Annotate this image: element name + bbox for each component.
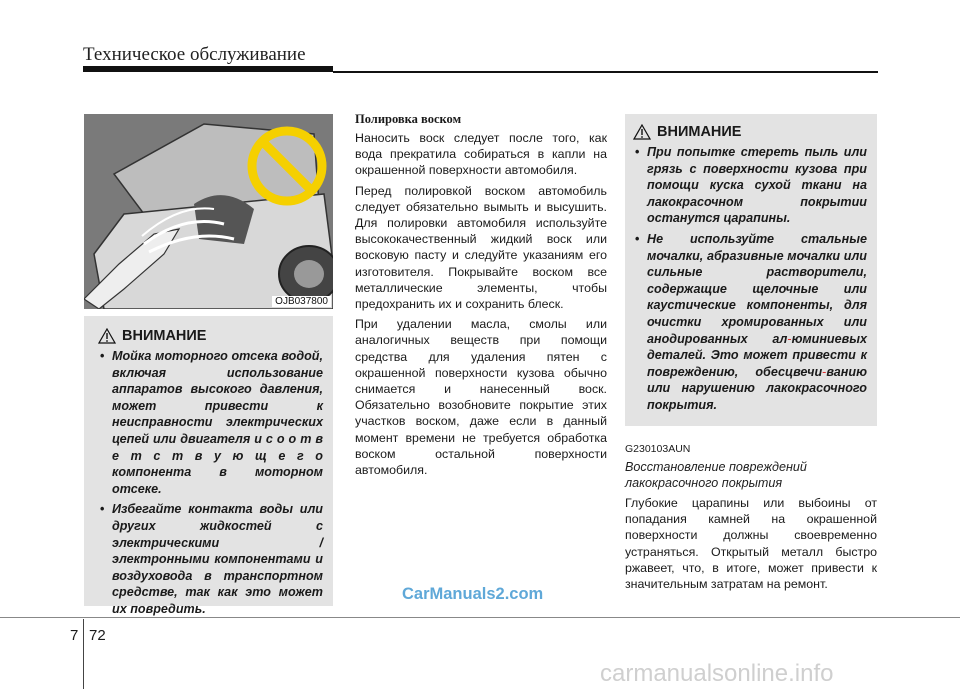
warning-title: ВНИМАНИЕ <box>657 124 742 140</box>
warning-title: ВНИМАНИЕ <box>122 328 207 344</box>
section-title: Полировка воском <box>355 112 462 126</box>
page-number: 72 <box>89 627 106 644</box>
polish-section <box>355 112 607 482</box>
paragraph: Глубокие царапины или выбоины от попадания камней на окрашенной поверхности должны своевременно устраняться. Открытый металл быстро ржавеет, что, в итоге, может привести к значительным затратам на ремонт. <box>625 496 877 592</box>
paragraph: Перед полировкой воском автомобиль следует обязательно вымыть и высушить. Для полировки автомобиля используйте высококачественный жидкий воск или восковую пасту и следуйте указаниям его изготовителя. Покрывайте воском все металлические элементы, чтобы предохранить их и сохранить блеск. <box>355 183 607 312</box>
warning-header <box>633 124 867 140</box>
restore-section <box>625 443 877 596</box>
warning-list <box>633 144 867 414</box>
engine-wash-illustration <box>84 114 333 309</box>
engine-illustration-svg <box>84 114 333 309</box>
hyphen-mark: - <box>787 331 792 346</box>
warning-list <box>98 348 323 618</box>
warning-item: • Мойка моторного отсека водой, включая использование аппаратов высокого давления, может привести к неисправности электрических цепей или двигателя и с о о т в е т с т в у ю щ е г о компонента в моторном отсеке. <box>98 348 323 497</box>
photo-code: OJB037800 <box>272 296 331 307</box>
header-rule-thick <box>83 66 333 72</box>
warning-item: • Избегайте контакта воды или других жидкостей с электрическими / электронными компонентами и воздуховода в транспортном средстве, так как это может их повредить. <box>98 501 323 617</box>
section-code: G230103AUN <box>625 443 691 455</box>
watermark: CarManuals2.com <box>402 585 544 603</box>
warning-triangle-icon <box>98 328 116 344</box>
paragraph: При удалении масла, смолы или аналогичных веществ при помощи средства для удаления пятен с окрашенной поверхности кузова обычно снимается и нанесенный воск. Обязательно возобновите покрытие этих участков воском, даже если в данный момент времени не требуется обработка воском остальной поверхности автомобиля. <box>355 317 607 478</box>
footer-divider <box>83 619 84 689</box>
warning-triangle-icon <box>633 124 651 140</box>
header-rule-thin <box>333 71 878 73</box>
hyphen-mark: - <box>822 364 827 379</box>
paragraph: Наносить воск следует после того, как вода прекратила собираться в капли на окрашенной поверхности автомобиля. <box>355 131 607 178</box>
footer-rule <box>0 617 960 618</box>
warning-text-part: ванию или нарушению лакокрасочного покрытия. <box>647 364 867 412</box>
page-header-title: Техническое обслуживание <box>83 44 306 65</box>
chapter-number: 7 <box>70 627 79 644</box>
warning-text-part: Не используйте стальные мочалки, абразивные мочалки или сильные растворители, содержащие щелочные или каустические компоненты, для очистки хромированных или анодированных ал <box>647 231 867 346</box>
warning-item: • При попытке стереть пыль или грязь с поверхности кузова при помощи куска сухой ткани на лакокрасочном покрытии останутся царапины. <box>633 144 867 227</box>
site-watermark: carmanualsonline.info <box>600 660 834 687</box>
warning-text-part: юминиевых деталей. Это может привести к повреждению, обесцвечи <box>647 331 867 379</box>
section-title: Восстановление повреждений лакокрасочного покрытия <box>625 460 807 490</box>
warning-box-right <box>625 114 877 426</box>
warning-item <box>633 231 867 414</box>
warning-box-left <box>84 316 333 616</box>
warning-header <box>98 328 323 344</box>
